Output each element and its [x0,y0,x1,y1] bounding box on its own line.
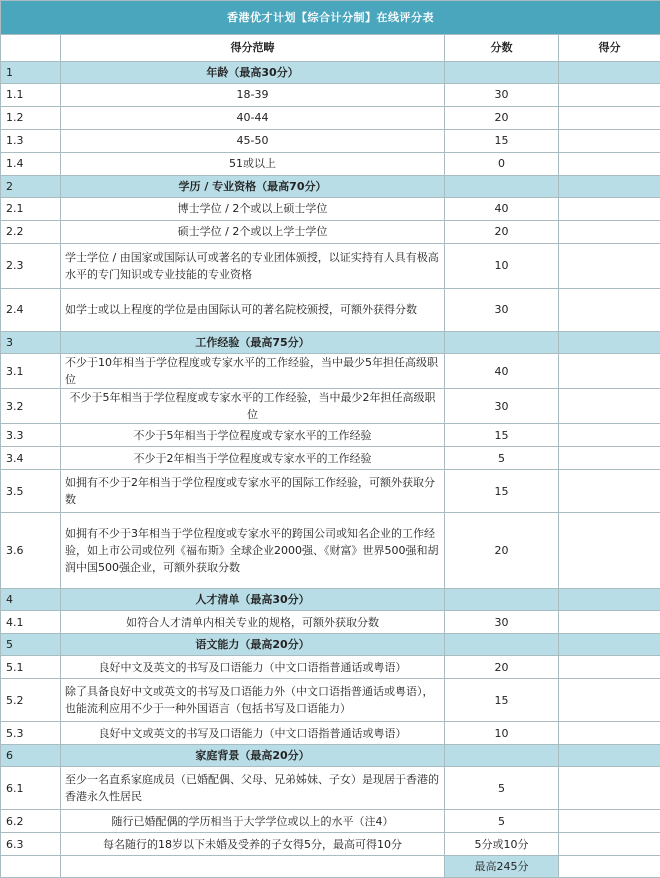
score-cell[interactable] [559,656,660,679]
scoring-table-body [1,1,660,878]
score-cell[interactable] [559,470,660,513]
item-points: 40 [445,354,559,389]
item-points: 5 [445,447,559,470]
table-row [1,244,660,289]
table-row [1,656,660,679]
item-number: 1.4 [1,153,61,176]
table-row [1,107,660,130]
item-number: 2.3 [1,244,61,289]
item-number: 2.1 [1,198,61,221]
item-description: 不少于5年相当于学位程度或专家水平的工作经验，当中最少2年担任高级职位 [61,389,445,424]
item-points: 15 [445,470,559,513]
item-points: 10 [445,722,559,745]
item-description: 45-50 [61,130,445,153]
column-header-number [1,35,61,62]
table-row [1,679,660,722]
column-header-score: 得分 [559,35,660,62]
section-number: 5 [1,634,61,656]
table-row [1,611,660,634]
section-row [1,745,660,767]
section-title: 人才清单（最高30分） [61,589,445,611]
section-title: 学历 / 专业资格（最高70分） [61,176,445,198]
item-description: 除了具备良好中文或英文的书写及口语能力外（中文口语指普通话或粤语），也能流利应用不少于一种外国语言（包括书写及口语能力） [61,679,445,722]
item-number: 2.2 [1,221,61,244]
item-number: 3.6 [1,513,61,589]
item-number: 1.1 [1,84,61,107]
item-description: 如拥有不少于2年相当于学位程度或专家水平的国际工作经验，可额外获取分数 [61,470,445,513]
section-points-blank [445,332,559,354]
section-number: 4 [1,589,61,611]
table-row [1,810,660,833]
section-number: 2 [1,176,61,198]
item-description: 学士学位 / 由国家或国际认可或著名的专业团体颁授，以证实持有人具有极高水平的专门知识或专业技能的专业资格 [61,244,445,289]
total-max-points: 最高245分 [445,856,559,878]
table-row [1,198,660,221]
table-row [1,722,660,745]
table-row [1,84,660,107]
section-score-blank [559,332,660,354]
score-cell[interactable] [559,153,660,176]
section-number: 3 [1,332,61,354]
section-score-blank [559,745,660,767]
item-number: 2.4 [1,289,61,332]
item-points: 30 [445,289,559,332]
score-cell[interactable] [559,722,660,745]
score-cell[interactable] [559,198,660,221]
table-row [1,289,660,332]
section-score-blank [559,634,660,656]
section-points-blank [445,589,559,611]
item-points: 30 [445,611,559,634]
item-points: 15 [445,679,559,722]
item-points: 40 [445,198,559,221]
section-points-blank [445,634,559,656]
item-number: 3.4 [1,447,61,470]
item-number: 6.1 [1,767,61,810]
section-row [1,62,660,84]
section-number: 6 [1,745,61,767]
score-cell[interactable] [559,424,660,447]
table-row [1,153,660,176]
score-cell[interactable] [559,354,660,389]
section-row [1,634,660,656]
table-row [1,833,660,856]
score-cell[interactable] [559,833,660,856]
item-number: 1.3 [1,130,61,153]
table-row [1,470,660,513]
item-description: 良好中文或英文的书写及口语能力（中文口语指普通话或粤语） [61,722,445,745]
section-points-blank [445,62,559,84]
item-description: 硕士学位 / 2个或以上学士学位 [61,221,445,244]
section-score-blank [559,176,660,198]
score-cell[interactable] [559,611,660,634]
score-cell[interactable] [559,84,660,107]
item-points: 5分或10分 [445,833,559,856]
table-row [1,447,660,470]
item-description: 至少一名直系家庭成员（已婚配偶、父母、兄弟姊妹、子女）是现居于香港的香港永久性居民 [61,767,445,810]
score-cell[interactable] [559,447,660,470]
item-number: 5.1 [1,656,61,679]
table-row [1,513,660,589]
section-points-blank [445,176,559,198]
item-points: 10 [445,244,559,289]
item-number: 5.2 [1,679,61,722]
score-cell[interactable] [559,513,660,589]
section-title: 家庭背景（最高20分） [61,745,445,767]
item-description: 博士学位 / 2个或以上硕士学位 [61,198,445,221]
item-number: 3.5 [1,470,61,513]
item-description: 51或以上 [61,153,445,176]
item-points: 30 [445,389,559,424]
item-description: 40-44 [61,107,445,130]
section-row [1,589,660,611]
item-description: 18-39 [61,84,445,107]
page-title: 香港优才计划【综合计分制】在线评分表 [1,1,660,35]
score-cell[interactable] [559,289,660,332]
item-description: 不少于10年相当于学位程度或专家水平的工作经验，当中最少5年担任高级职位 [61,354,445,389]
column-header-points: 分数 [445,35,559,62]
item-description: 每名随行的18岁以下未婚及受养的子女得5分，最高可得10分 [61,833,445,856]
item-points: 15 [445,130,559,153]
score-cell[interactable] [559,389,660,424]
score-cell[interactable] [559,107,660,130]
item-description: 如拥有不少于3年相当于学位程度或专家水平的跨国公司或知名企业的工作经验，如上市公司或位列《福布斯》全球企业2000强、《财富》世界500强和胡润中国500强企业，可额外获取分数 [61,513,445,589]
item-description: 良好中文及英文的书写及口语能力（中文口语指普通话或粤语） [61,656,445,679]
table-row [1,424,660,447]
table-row [1,221,660,244]
item-points: 5 [445,810,559,833]
item-number: 5.3 [1,722,61,745]
table-row [1,354,660,389]
section-number: 1 [1,62,61,84]
item-points: 20 [445,107,559,130]
item-number: 3.2 [1,389,61,424]
item-number: 6.2 [1,810,61,833]
item-number: 4.1 [1,611,61,634]
item-number: 1.2 [1,107,61,130]
item-points: 15 [445,424,559,447]
section-title: 工作经验（最高75分） [61,332,445,354]
table-row [1,130,660,153]
item-description: 不少于2年相当于学位程度或专家水平的工作经验 [61,447,445,470]
score-cell[interactable] [559,767,660,810]
score-cell[interactable] [559,221,660,244]
score-cell[interactable] [559,810,660,833]
score-cell[interactable] [559,244,660,289]
section-score-blank [559,62,660,84]
item-points: 20 [445,656,559,679]
item-description: 随行已婚配偶的学历相当于大学学位或以上的水平（注4） [61,810,445,833]
item-points: 30 [445,84,559,107]
item-description: 如学士或以上程度的学位是由国际认可的著名院校颁授，可额外获得分数 [61,289,445,332]
section-title: 语文能力（最高20分） [61,634,445,656]
section-row [1,176,660,198]
item-number: 3.3 [1,424,61,447]
item-number: 3.1 [1,354,61,389]
item-number: 6.3 [1,833,61,856]
table-row [1,767,660,810]
item-points: 5 [445,767,559,810]
item-description: 如符合人才清单内相关专业的规格，可额外获取分数 [61,611,445,634]
score-cell[interactable] [559,130,660,153]
section-row [1,332,660,354]
title-row [1,1,660,35]
item-points: 20 [445,221,559,244]
table-row [1,389,660,424]
score-cell[interactable] [559,679,660,722]
item-points: 20 [445,513,559,589]
section-points-blank [445,745,559,767]
item-points: 0 [445,153,559,176]
section-title: 年龄（最高30分） [61,62,445,84]
section-score-blank [559,589,660,611]
column-header-criteria: 得分范畴 [61,35,445,62]
item-description: 不少于5年相当于学位程度或专家水平的工作经验 [61,424,445,447]
column-header-row [1,35,660,62]
